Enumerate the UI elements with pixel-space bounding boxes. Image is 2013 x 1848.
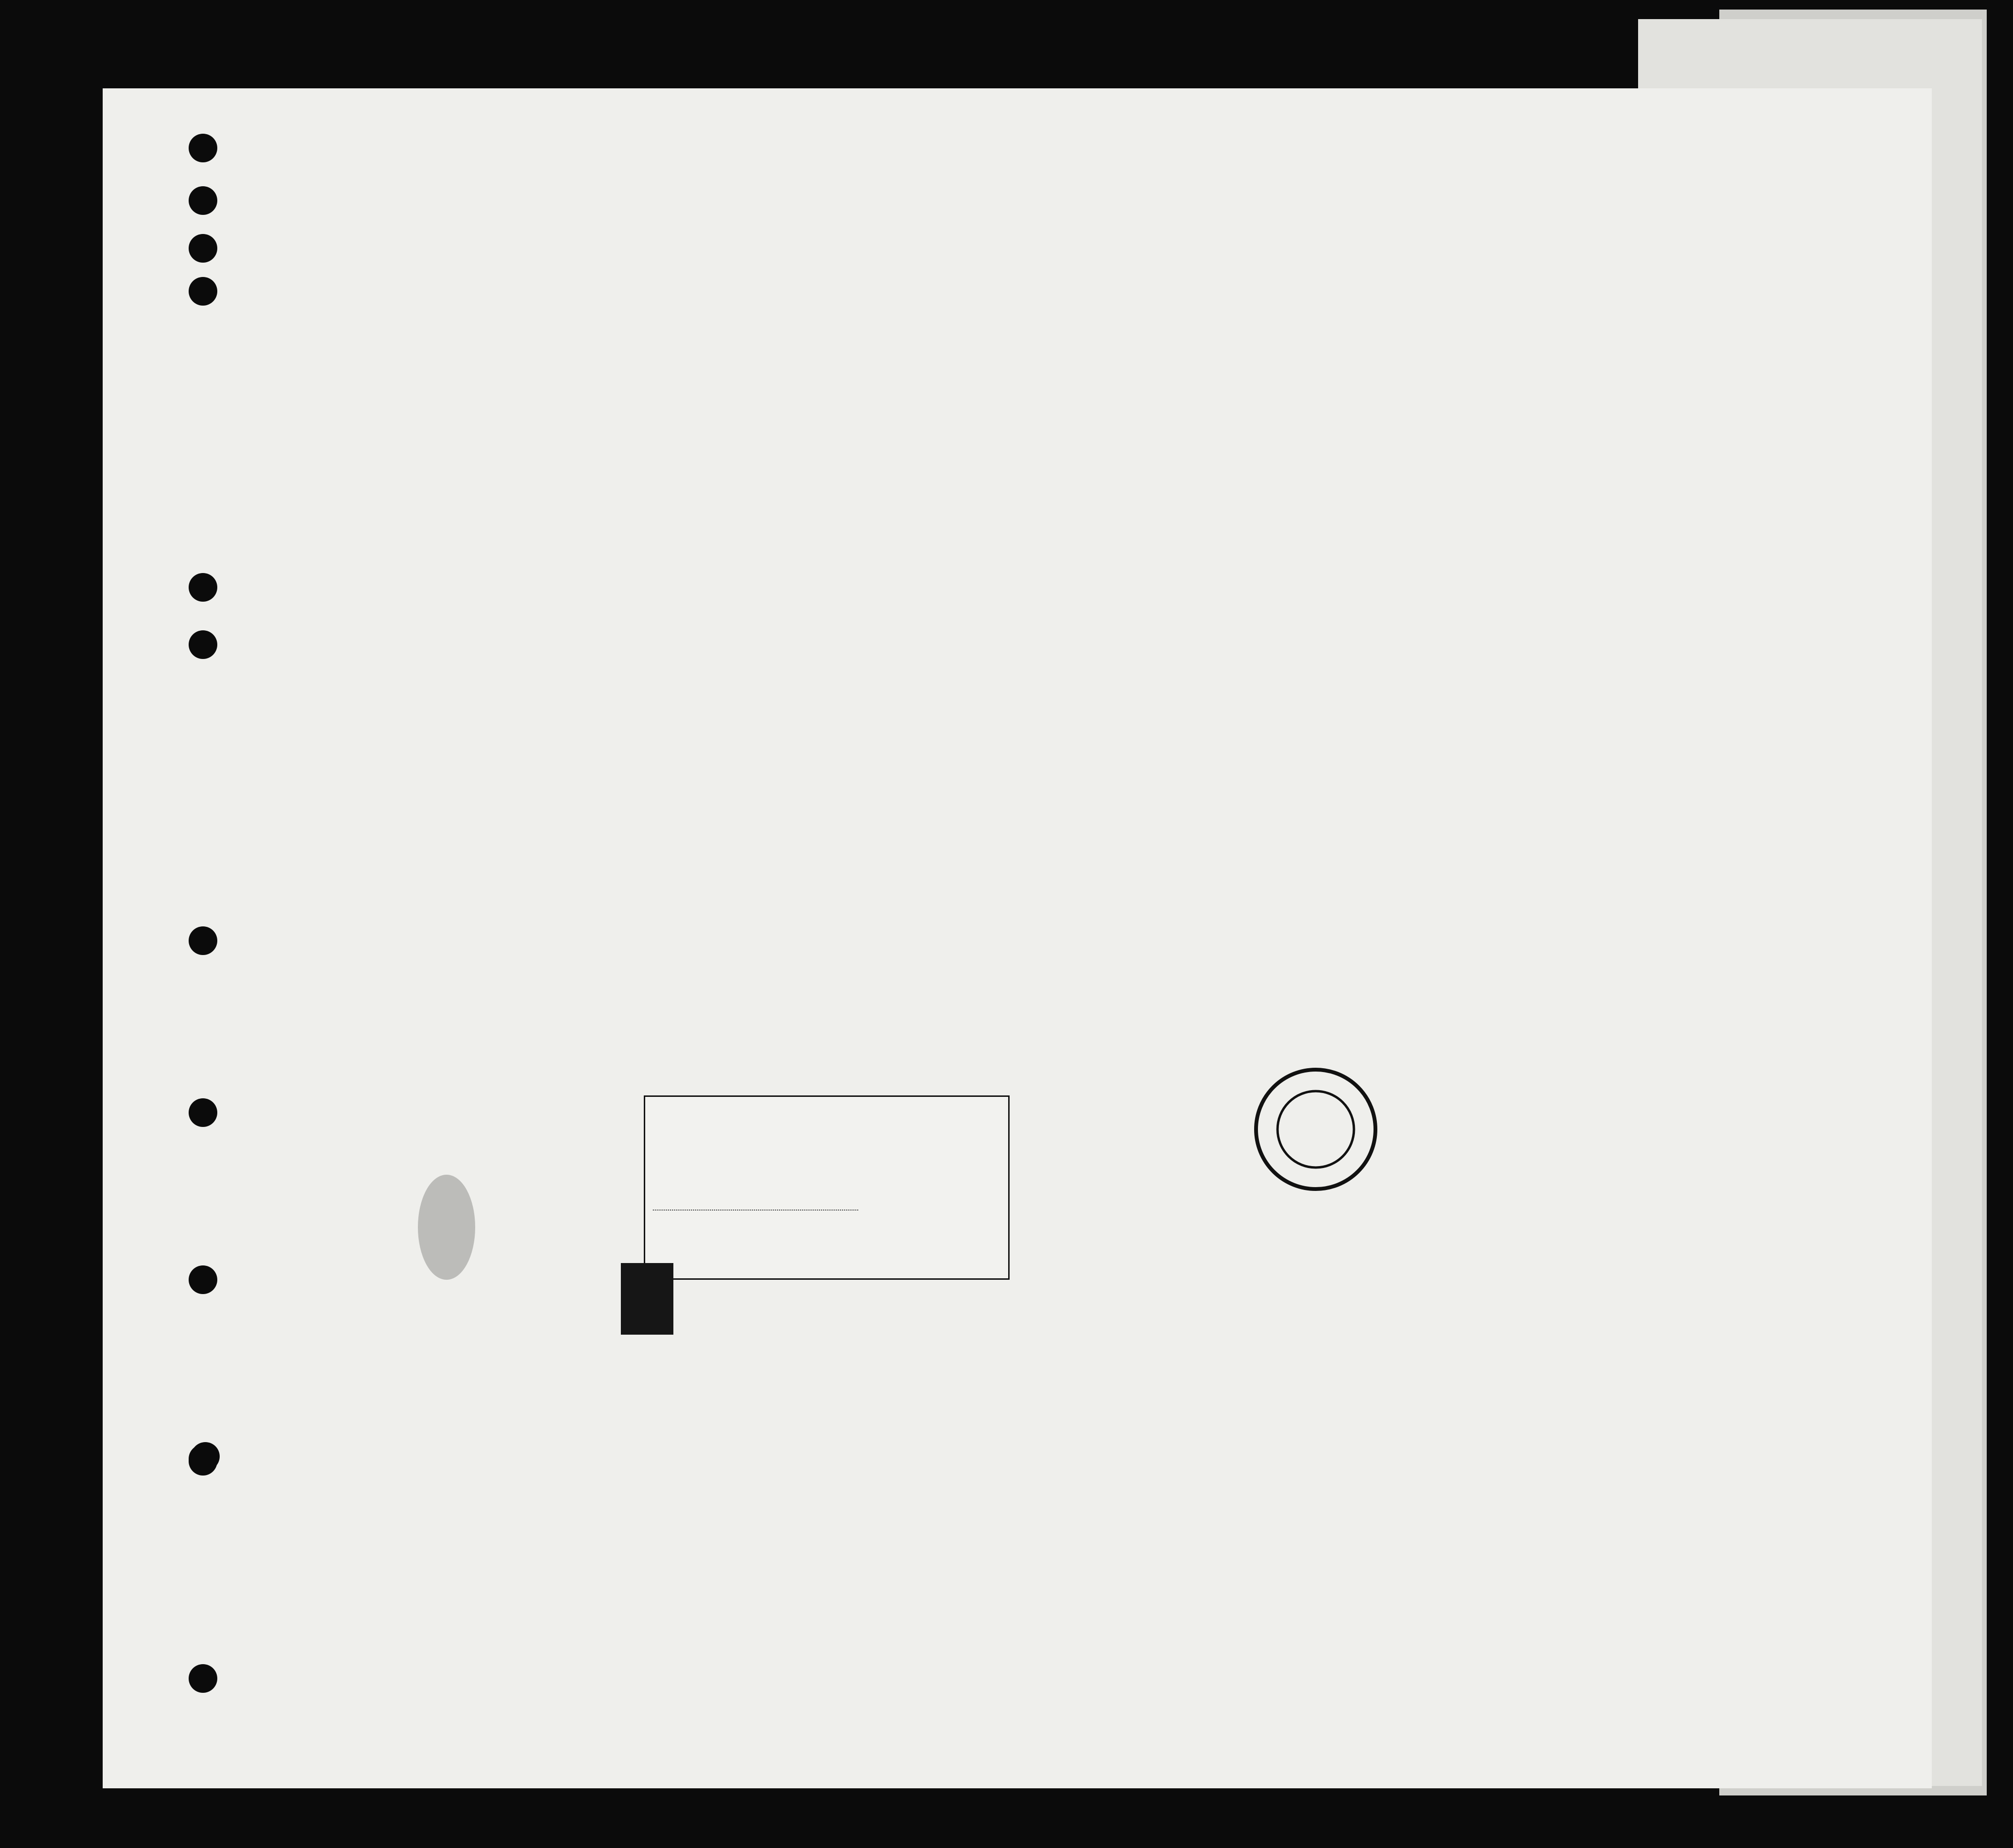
consulate-stamp xyxy=(644,1095,1010,1280)
fee-stamp xyxy=(621,1263,673,1335)
embossed-seal xyxy=(373,1151,521,1299)
round-date-stamp xyxy=(1251,1065,1380,1194)
consulate-dotted-line xyxy=(653,1210,858,1211)
